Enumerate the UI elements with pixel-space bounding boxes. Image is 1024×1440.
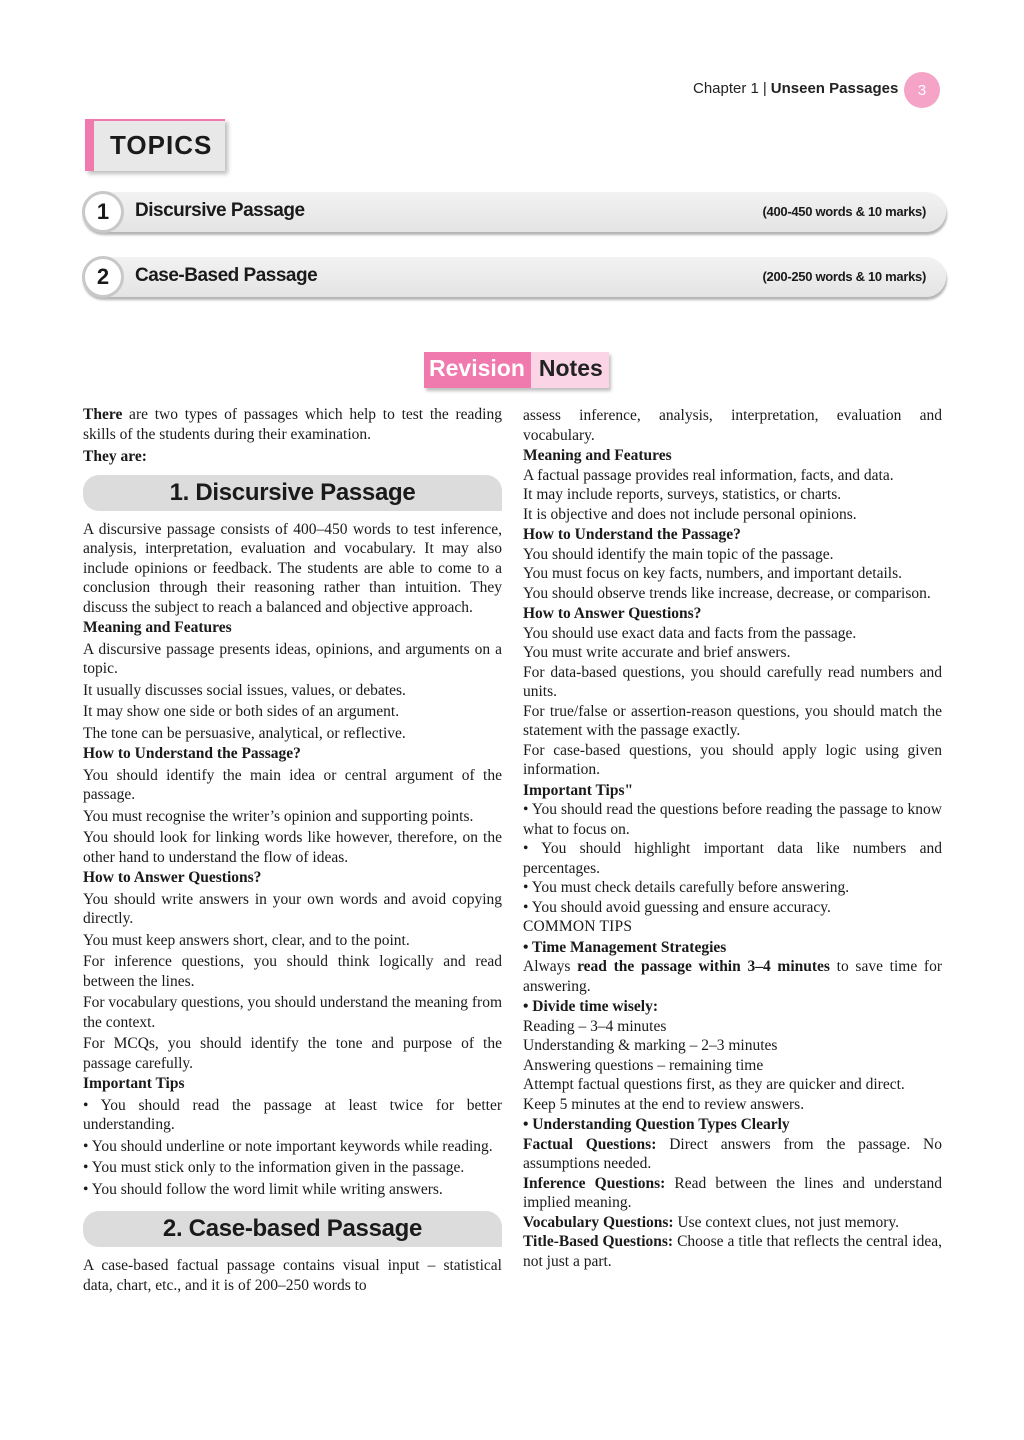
subheading: Meaning and Features (83, 619, 232, 636)
list-item: You should identify the main idea or central argument of the passage. (83, 766, 502, 803)
question-type-item: Factual Questions: Direct answers from the passage. No assumptions needed. (523, 1135, 942, 1172)
list-item: It is objective and does not include personal opinions. (523, 505, 857, 523)
topic-row-case-based (82, 257, 946, 297)
list-item: You should observe trends like increase, decrease, or comparison. (523, 584, 931, 602)
discursive-description: A discursive passage consists of 400–450 words to test inference, analysis, interpretation, evaluation and vocabulary. It may also include opinions or feedback. The students are able to come to a conclusion through their reasoning rather than intuition. They discuss the subject to reach a balanced and objective approach. (83, 520, 502, 616)
list-item: Reading – 3–4 minutes (523, 1017, 667, 1035)
list-item: A factual passage provides real information, facts, and data. (523, 466, 894, 484)
bullet-item: • You should highlight important data like numbers and percentages. (523, 840, 942, 877)
subheading: • Understanding Question Types Clearly (523, 1116, 790, 1133)
list-item: You must recognise the writer’s opinion and supporting points. (83, 807, 474, 825)
section-heading-discursive: 1. Discursive Passage (83, 475, 502, 511)
list-item: It may show one side or both sides of an argument. (83, 703, 400, 720)
topic-marks: (400-450 words & 10 marks) (762, 204, 926, 219)
topic-number: 1 (82, 191, 124, 233)
running-header (693, 80, 899, 97)
subheading: How to Understand the Passage? (83, 745, 301, 762)
case-based-description: A case-based factual passage contains visual input – statistical data, chart, etc., and it is of 200–250 words to (83, 1257, 502, 1294)
subheading: How to Answer Questions? (523, 605, 702, 622)
list-item: You should identify the main topic of the passage. (523, 545, 834, 563)
list-item: A discursive passage presents ideas, opinions, and arguments on a topic. (83, 640, 502, 677)
bullet-item: • You should avoid guessing and ensure accuracy. (523, 898, 831, 916)
continued-paragraph: assess inference, analysis, interpretation, evaluation and vocabulary. (523, 407, 942, 444)
section-heading-case-based: 2. Case-based Passage (83, 1211, 502, 1247)
topic-row-discursive (82, 192, 946, 232)
list-item: For MCQs, you should identify the tone and purpose of the passage carefully. (83, 1035, 502, 1072)
list-item: You should write answers in your own words and avoid copying directly. (83, 890, 502, 927)
list-item: For case-based questions, you should apply logic using given information. (523, 741, 942, 778)
list-item: Attempt factual questions first, as they are quicker and direct. (523, 1076, 905, 1093)
page-number: 3 (904, 72, 940, 108)
header-separator: | (762, 80, 767, 97)
list-item: You must write accurate and brief answers. (523, 644, 791, 661)
subheading: How to Answer Questions? (83, 869, 262, 886)
revision-notes-heading (424, 352, 609, 388)
list-item: For vocabulary questions, you should understand the meaning from the context. (83, 994, 502, 1031)
list-item: You must keep answers short, clear, and to the point. (83, 931, 410, 949)
subheading: • Divide time wisely: (523, 998, 658, 1015)
list-item: It may include reports, surveys, statistics, or charts. (523, 486, 842, 503)
topic-name: Case-Based Passage (135, 265, 318, 286)
intro-paragraph: There are two types of passages which help to test the reading skills of the students during their examination. (83, 406, 502, 443)
topic-marks: (200-250 words & 10 marks) (762, 269, 926, 284)
common-tips-heading: COMMON TIPS (523, 918, 633, 935)
notes-label: Notes (531, 352, 609, 388)
list-item: It usually discusses social issues, values, or debates. (83, 681, 406, 699)
topic-name: Discursive Passage (135, 200, 305, 221)
topics-heading: TOPICS (85, 119, 225, 171)
left-column (83, 405, 502, 1295)
question-type-item: Vocabulary Questions: Use context clues, not just memory. (523, 1213, 900, 1231)
list-item: Understanding & marking – 2–3 minutes (523, 1037, 778, 1054)
they-are-label: They are: (83, 448, 147, 465)
chapter-label: Chapter 1 (693, 80, 759, 97)
subheading: Meaning and Features (523, 447, 672, 464)
bullet-item: • You should read the passage at least twice for better understanding. (83, 1096, 502, 1133)
subheading: Important Tips" (523, 781, 634, 799)
list-item: Keep 5 minutes at the end to review answers. (523, 1095, 805, 1113)
topic-number: 2 (82, 256, 124, 298)
list-item: For data-based questions, you should carefully read numbers and units. (523, 663, 942, 700)
question-type-item: Title-Based Questions: Choose a title that reflects the central idea, not just a part. (523, 1233, 942, 1270)
bullet-item: • You should follow the word limit while writing answers. (83, 1180, 443, 1198)
bullet-item: • You should read the questions before reading the passage to know what to focus on. (523, 801, 942, 838)
bullet-item: • You must check details carefully before answering. (523, 879, 850, 896)
list-item: You should look for linking words like however, therefore, on the other hand to understand the flow of ideas. (83, 829, 502, 866)
bullet-item: • You should underline or note important keywords while reading. (83, 1137, 493, 1155)
list-item: For inference questions, you should think logically and read between the lines. (83, 953, 502, 990)
subheading: Important Tips (83, 1075, 185, 1092)
question-type-item: Inference Questions: Read between the lines and understand implied meaning. (523, 1174, 942, 1211)
right-column (523, 406, 942, 1271)
revision-label: Revision (424, 352, 531, 388)
time-management-text: Always read the passage within 3–4 minutes to save time for answering. (523, 958, 942, 995)
subheading: How to Understand the Passage? (523, 526, 741, 543)
list-item: The tone can be persuasive, analytical, or reflective. (83, 724, 406, 742)
list-item: You should use exact data and facts from the passage. (523, 624, 857, 642)
chapter-title: Unseen Passages (770, 80, 899, 97)
list-item: You must focus on key facts, numbers, and important details. (523, 565, 902, 582)
list-item: Answering questions – remaining time (523, 1056, 764, 1074)
subheading: • Time Management Strategies (523, 938, 727, 956)
list-item: For true/false or assertion-reason questions, you should match the statement with the passage exactly. (523, 702, 942, 739)
bullet-item: • You must stick only to the information given in the passage. (83, 1159, 465, 1176)
